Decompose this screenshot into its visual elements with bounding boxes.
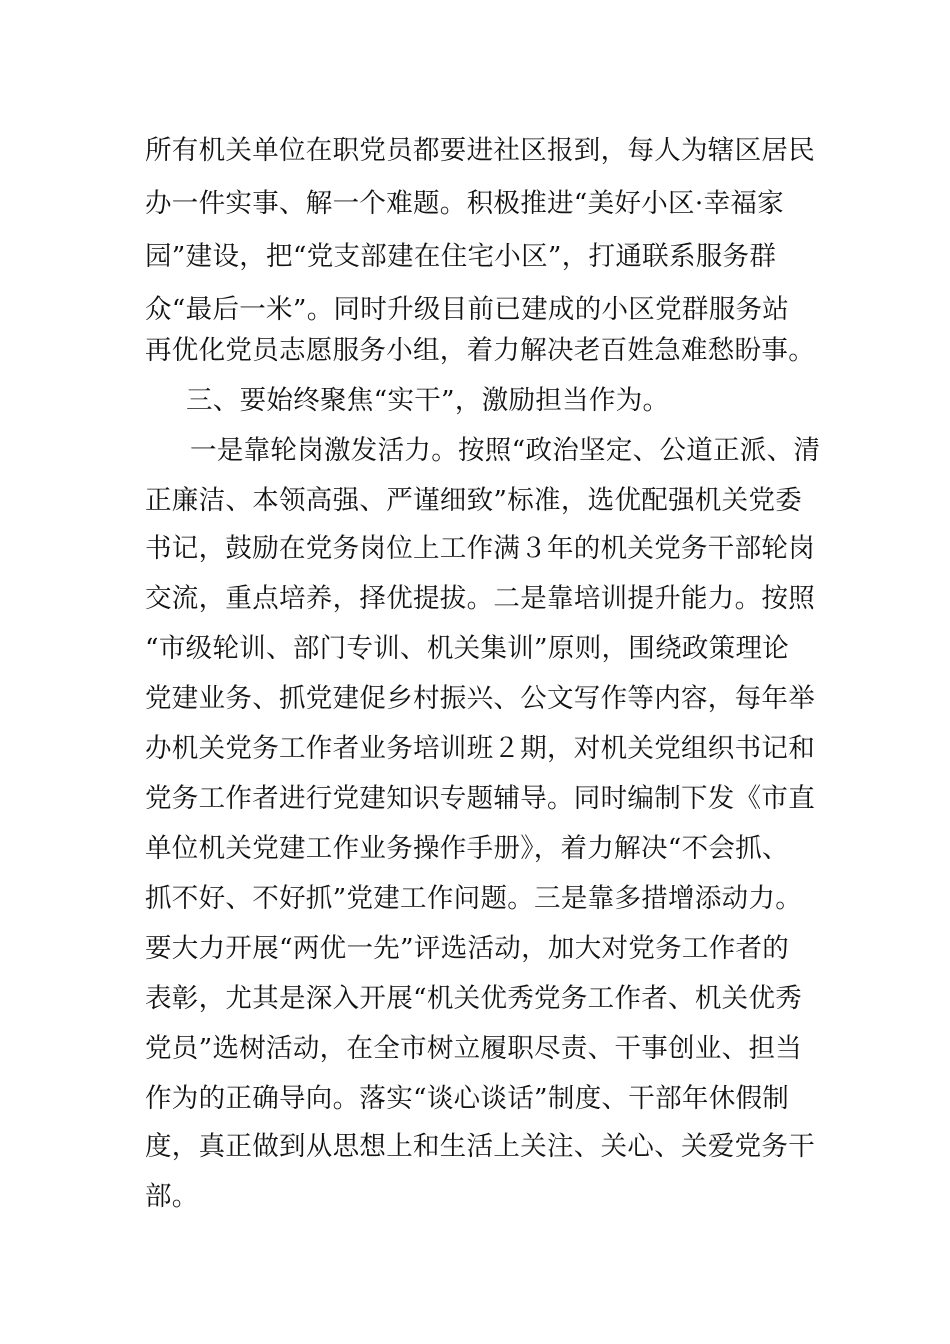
- paragraph-line: 办机关党务工作者业务培训班２期，对机关党组织书记和: [145, 733, 815, 764]
- paragraph-line: 党务工作者进行党建知识专题辅导。同时编制下发《市直: [145, 783, 815, 814]
- paragraph-line: 正廉洁、本领高强、严谨细致”标准，选优配强机关党委: [145, 485, 803, 516]
- paragraph-line: 作为的正确导向。落实“谈心谈话”制度、干部年休假制: [145, 1083, 790, 1114]
- paragraph-line: 众“最后一米”。同时升级目前已建成的小区党群服务站: [145, 294, 790, 325]
- paragraph-line: 部。: [145, 1181, 199, 1212]
- paragraph-line: 单位机关党建工作业务操作手册》，着力解决“不会抓、: [145, 833, 789, 864]
- paragraph-line: 度，真正做到从思想上和生活上关注、关心、关爱党务干: [145, 1131, 815, 1162]
- paragraph-line: 办一件实事、解一个难题。积极推进“美好小区·幸福家: [145, 188, 784, 219]
- paragraph-line: 表彰，尤其是深入开展“机关优秀党务工作者、机关优秀: [145, 983, 803, 1014]
- paragraph-line: 要大力开展“两优一先”评选活动，加大对党务工作者的: [145, 933, 790, 964]
- paragraph-line: 园”建设，把“党支部建在住宅小区”，打通联系服务群: [145, 241, 777, 272]
- paragraph-line: 交流，重点培养，择优提拔。二是靠培训提升能力。按照: [145, 583, 815, 614]
- paragraph-line: 抓不好、不好抓”党建工作问题。三是靠多措增添动力。: [145, 883, 803, 914]
- paragraph-line: 书记，鼓励在党务岗位上工作满３年的机关党务干部轮岗: [145, 533, 815, 564]
- paragraph-line: 党建业务、抓党建促乡村振兴、公文写作等内容，每年举: [145, 683, 815, 714]
- paragraph-line: 一是靠轮岗激发活力。按照“政治坚定、公道正派、清: [190, 435, 821, 466]
- paragraph-line: 所有机关单位在职党员都要进社区报到，每人为辖区居民: [145, 135, 815, 166]
- paragraph-line: 党员”选树活动，在全市树立履职尽责、干事创业、担当: [145, 1033, 803, 1064]
- paragraph-line: “市级轮训、部门专训、机关集训”原则，围绕政策理论: [145, 633, 790, 664]
- paragraph-line: 再优化党员志愿服务小组，着力解决老百姓急难愁盼事。: [145, 335, 815, 366]
- section-heading: 三、要始终聚焦“实干”，激励担当作为。: [186, 385, 670, 416]
